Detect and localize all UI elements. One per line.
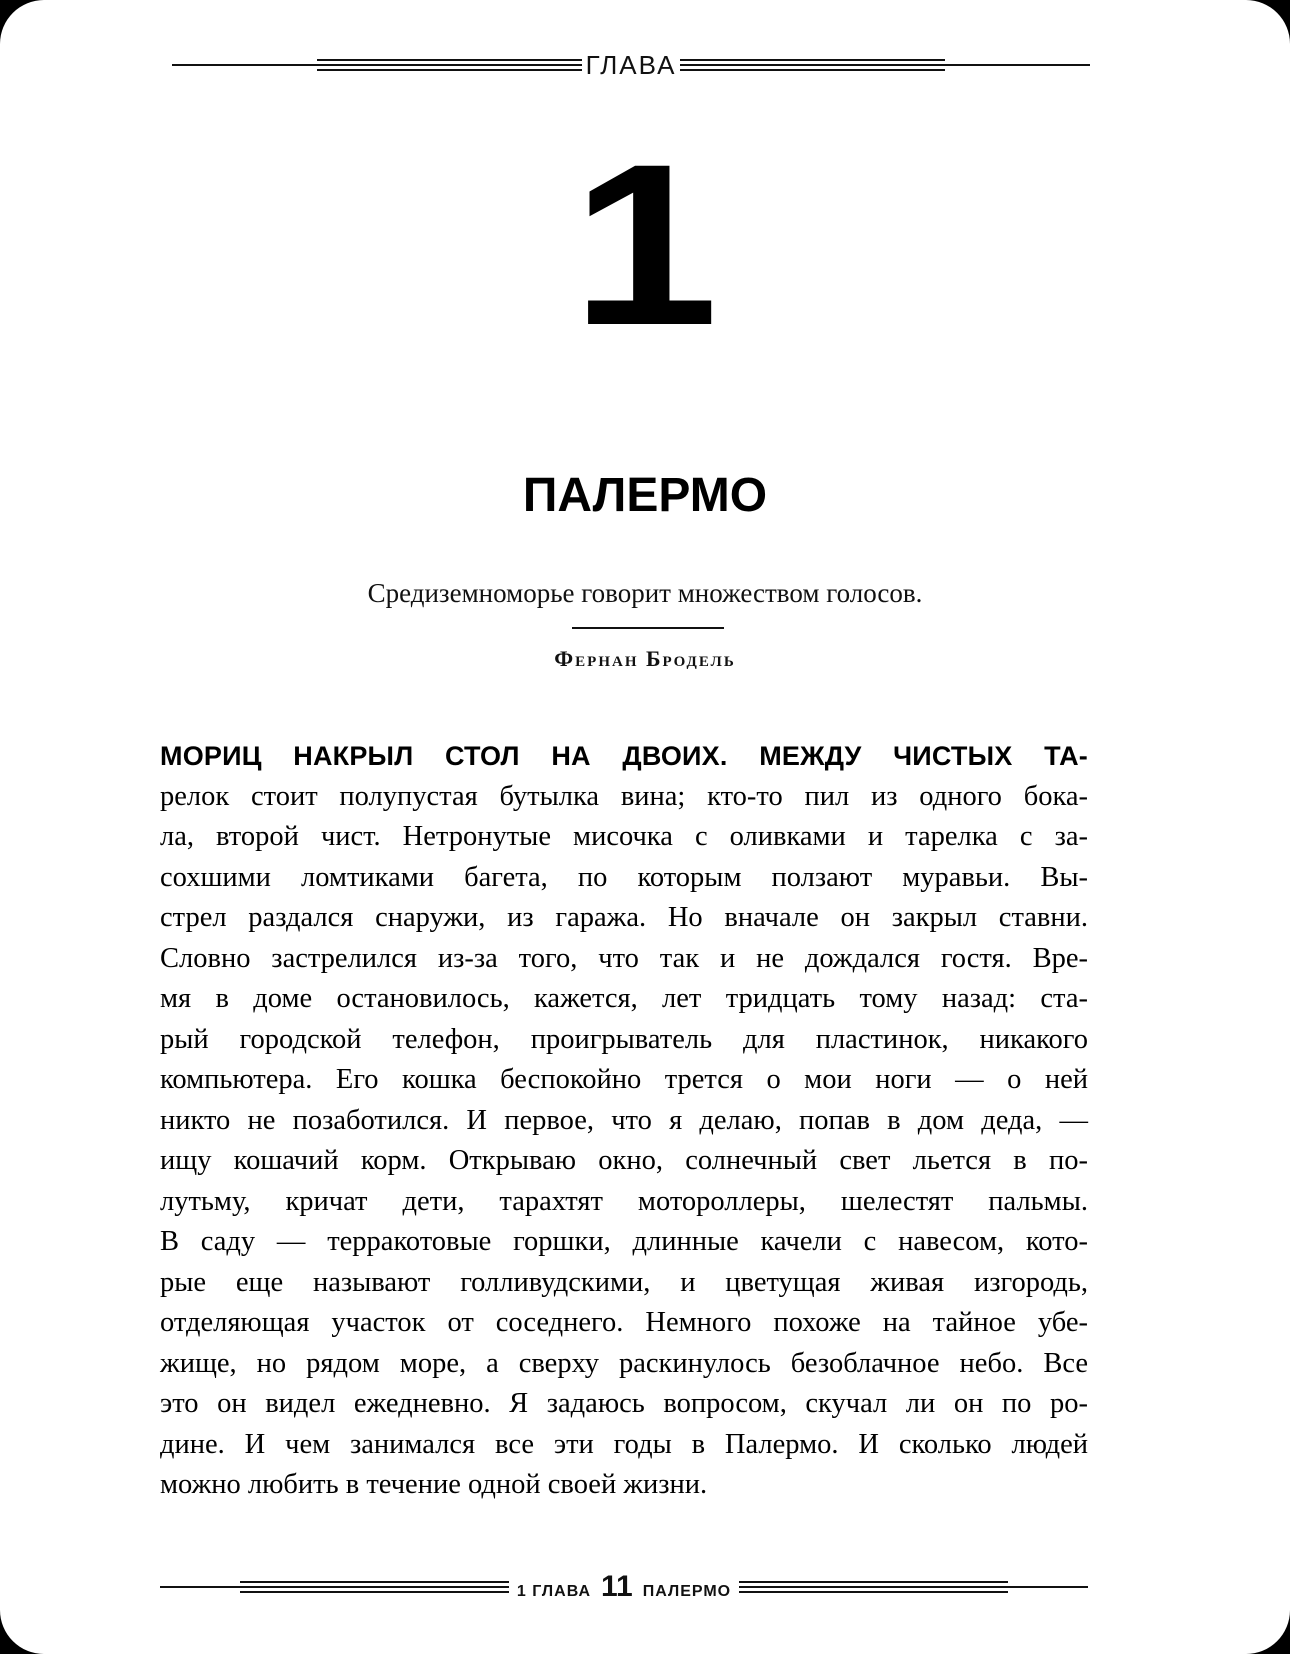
body-line: ла, второй чист. Нетронутые мисочка с оливками и тарелка с за- (160, 821, 1088, 852)
footer-chapter-label: 1 ГЛАВА (516, 1583, 591, 1600)
body-line: никто не позаботился. И первое, что я делаю, попав в дом деда, — (160, 1104, 1088, 1136)
chapter-body-text (160, 736, 1088, 1506)
body-line: ищу кошачий корм. Открываю окно, солнечный свет льется в по- (160, 1145, 1088, 1176)
body-line: можно любить в течение одной своей жизни. (160, 1469, 708, 1500)
epigraph-author: Фернан Бродель (554, 646, 736, 671)
body-lead-line: МОРИЦ НАКРЫЛ СТОЛ НА ДВОИХ. МЕЖДУ ЧИСТЫХ ТА- (160, 741, 1088, 771)
chapter-header-label: ГЛАВА (585, 50, 677, 80)
page-number: 11 (601, 1570, 633, 1603)
footer-rule-right (739, 1579, 1088, 1595)
header-rule-right (680, 57, 1090, 73)
body-line: В саду — терракотовые горшки, длинные качели с навесом, кото- (160, 1226, 1088, 1257)
body-line: рый городской телефон, проигрыватель для пластинок, никакого (160, 1023, 1088, 1055)
body-line: релок стоит полупустая бутылка вина; кто-то пил из одного бока- (160, 780, 1088, 812)
footer-chapter-title: ПАЛЕРМО (642, 1583, 732, 1600)
body-line: мя в доме остановилось, кажется, лет тридцать тому назад: ста- (160, 983, 1088, 1014)
header-rule-left (172, 57, 582, 73)
body-line: лутьму, кричат дети, тарахтят мотороллеры, шелестят пальмы. (160, 1185, 1088, 1217)
body-line: дине. И чем занимался все эти годы в Палермо. И сколько людей (160, 1428, 1088, 1460)
chapter-title: ПАЛЕРМО (522, 469, 768, 522)
page-footer (160, 1570, 1088, 1604)
body-line: сохшими ломтиками багета, по которым ползают муравьи. Вы- (160, 861, 1088, 893)
chapter-number: 1 (571, 116, 719, 373)
body-line: отделяющая участок от соседнего. Немного похоже на тайное убе- (160, 1307, 1088, 1338)
body-line: рые еще называют голливудскими, и цветущая живая изгородь, (160, 1266, 1088, 1298)
chapter-header-rule (172, 52, 1090, 78)
body-line: стрел раздался снаружи, из гаража. Но вначале он закрыл ставни. (160, 902, 1088, 933)
footer-rule-left (160, 1579, 509, 1595)
epigraph-quote: Средиземноморье говорит множеством голосов. (367, 578, 923, 608)
body-line: компьютера. Его кошка беспокойно трется о мои ноги — о ней (160, 1064, 1088, 1095)
body-line: Словно застрелился из-за того, что так и не дождался гостя. Вре- (160, 942, 1088, 974)
footer-running-head (509, 1570, 739, 1604)
body-line: жище, но рядом море, а сверху раскинулось безоблачное небо. Все (160, 1347, 1088, 1379)
body-line: это он видел ежедневно. Я задаюсь вопросом, скучал ли он по ро- (160, 1388, 1088, 1419)
epigraph-divider (572, 627, 724, 629)
